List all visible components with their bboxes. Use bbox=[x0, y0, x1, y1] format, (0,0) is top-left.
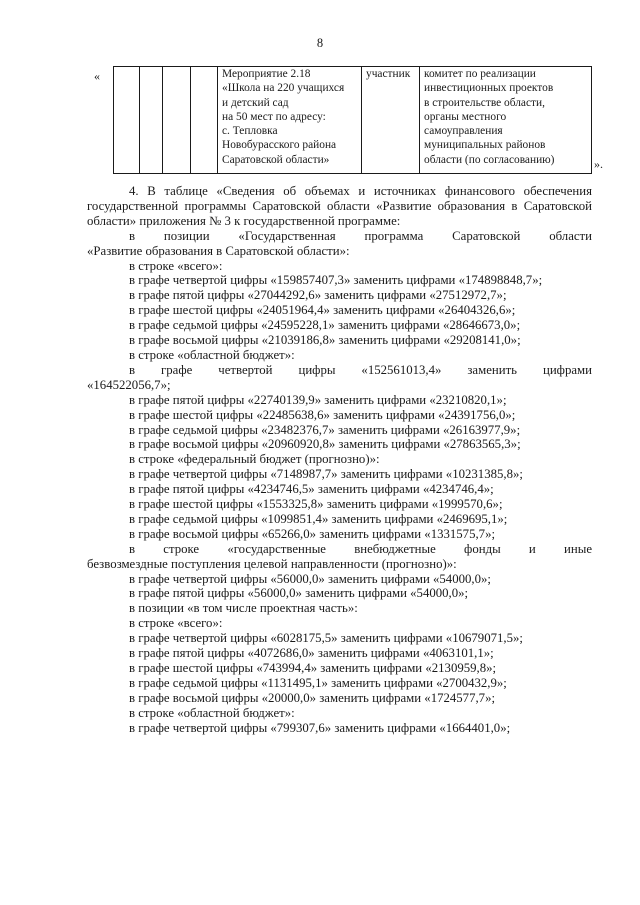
table-cell-empty bbox=[163, 67, 191, 174]
paragraph: в графе пятой цифры «56000,0» заменить цифрами «54000,0»; bbox=[129, 586, 469, 601]
paragraph: в графе шестой цифры «24051964,4» заменить цифрами «26404326,6»; bbox=[129, 303, 516, 318]
paragraph: в графе шестой цифры «743994,4» заменить цифрами «2130959,8»; bbox=[129, 661, 497, 675]
paragraph: в графе пятой цифры «4072686,0» заменить цифрами «4063101,1»; bbox=[129, 646, 494, 661]
paragraph: в графе седьмой цифры «24595228,1» заменить цифрами «28646673,0»; bbox=[129, 318, 521, 333]
page-number: 8 bbox=[316, 36, 324, 50]
table-row bbox=[114, 67, 592, 174]
paragraph: в графе четвертой цифры «6028175,5» заменить цифрами «10679071,5»; bbox=[129, 631, 523, 646]
role-text: участник bbox=[366, 68, 411, 80]
table-cell-event bbox=[218, 67, 362, 174]
paragraph: в графе восьмой цифры «20000,0» заменить цифрами «1724577,7»; bbox=[129, 690, 496, 705]
paragraph: в графе четвертой цифры «799307,6» заменить цифрами «1664401,0»; bbox=[129, 720, 511, 735]
paragraph: в графе четвертой цифры «56000,0» заменить цифрами «54000,0»; bbox=[129, 571, 491, 586]
executor-text: комитет по реализации инвестиционных проектов в строительстве области, органы местного самоуправления муниципальных районов области (по согласованию) bbox=[424, 68, 555, 166]
paragraph: в графе пятой цифры «27044292,6» заменить цифрами «27512972,7»; bbox=[129, 288, 507, 303]
program-activities-table bbox=[113, 66, 592, 174]
paragraph: в графе четвертой цифры «152561013,4» заменить цифрами bbox=[129, 362, 592, 377]
paragraph: в строке «государственные внебюджетные фонды и иные bbox=[129, 541, 592, 556]
paragraph: в графе четвертой цифры «7148987,7» заменить цифрами «10231385,8»; bbox=[129, 467, 523, 482]
paragraph: безвозмездные поступления целевой направленности (прогнозно)»: bbox=[87, 556, 457, 571]
paragraph: в строке «федеральный бюджет (прогнозно)»: bbox=[129, 452, 380, 467]
paragraph: в графе восьмой цифры «65266,0» заменить цифрами «1331575,7»; bbox=[129, 526, 496, 541]
paragraph: в позиции «в том числе проектная часть»: bbox=[129, 601, 358, 616]
paragraph: в графе шестой цифры «1553325,8» заменить цифрами «1999570,6»; bbox=[129, 497, 503, 512]
paragraph: в графе шестой цифры «22485638,6» заменить цифрами «24391756,0»; bbox=[129, 407, 516, 422]
paragraph: «Развитие образования в Саратовской области»: bbox=[87, 243, 350, 258]
table-closing-quote: ». bbox=[594, 157, 603, 171]
paragraph: в графе пятой цифры «4234746,5» заменить цифрами «4234746,4»; bbox=[129, 482, 494, 497]
paragraph-intro: 4. В таблице «Сведения об объемах и источниках финансового обеспечения государственной программы Саратовской области «Развитие образования в Саратовской области» приложения № 3 к государственной программе: bbox=[87, 184, 592, 228]
paragraph: в строке «областной бюджет»: bbox=[129, 705, 295, 720]
paragraph: в строке «всего»: bbox=[129, 258, 223, 273]
paragraph: в строке «всего»: bbox=[129, 616, 223, 631]
paragraph: в графе седьмой цифры «1131495,1» заменить цифрами «2700432,9»; bbox=[129, 675, 507, 690]
table-cell-empty bbox=[114, 67, 140, 174]
paragraph: в графе четвертой цифры «159857407,3» заменить цифрами «174898848,7»; bbox=[129, 273, 543, 288]
paragraph: в графе восьмой цифры «20960920,8» заменить цифрами «27863565,3»; bbox=[129, 437, 521, 452]
paragraph: в графе седьмой цифры «1099851,4» заменить цифрами «2469695,1»; bbox=[129, 511, 508, 526]
table-cell-role bbox=[362, 67, 420, 174]
table-cell-empty bbox=[140, 67, 163, 174]
paragraph: в графе седьмой цифры «23482376,7» заменить цифрами «26163977,9»; bbox=[129, 422, 521, 437]
document-body bbox=[87, 184, 592, 736]
paragraph: в графе восьмой цифры «21039186,8» заменить цифрами «29208141,0»; bbox=[129, 333, 521, 348]
paragraph: в графе пятой цифры «22740139,9» заменить цифрами «23210820,1»; bbox=[129, 392, 507, 407]
table-cell-executor bbox=[420, 67, 592, 174]
table-opening-quote: « bbox=[94, 69, 100, 83]
event-text: Мероприятие 2.18 «Школа на 220 учащихся и детский сад на 50 мест по адресу: с. Тепловка Новобурасского района Саратовской области» bbox=[222, 68, 345, 166]
paragraph: в позиции «Государственная программа Саратовской области bbox=[129, 228, 592, 243]
table-cell-empty bbox=[191, 67, 218, 174]
paragraph: «164522056,7»; bbox=[87, 377, 171, 392]
paragraph: в строке «областной бюджет»: bbox=[129, 347, 295, 362]
